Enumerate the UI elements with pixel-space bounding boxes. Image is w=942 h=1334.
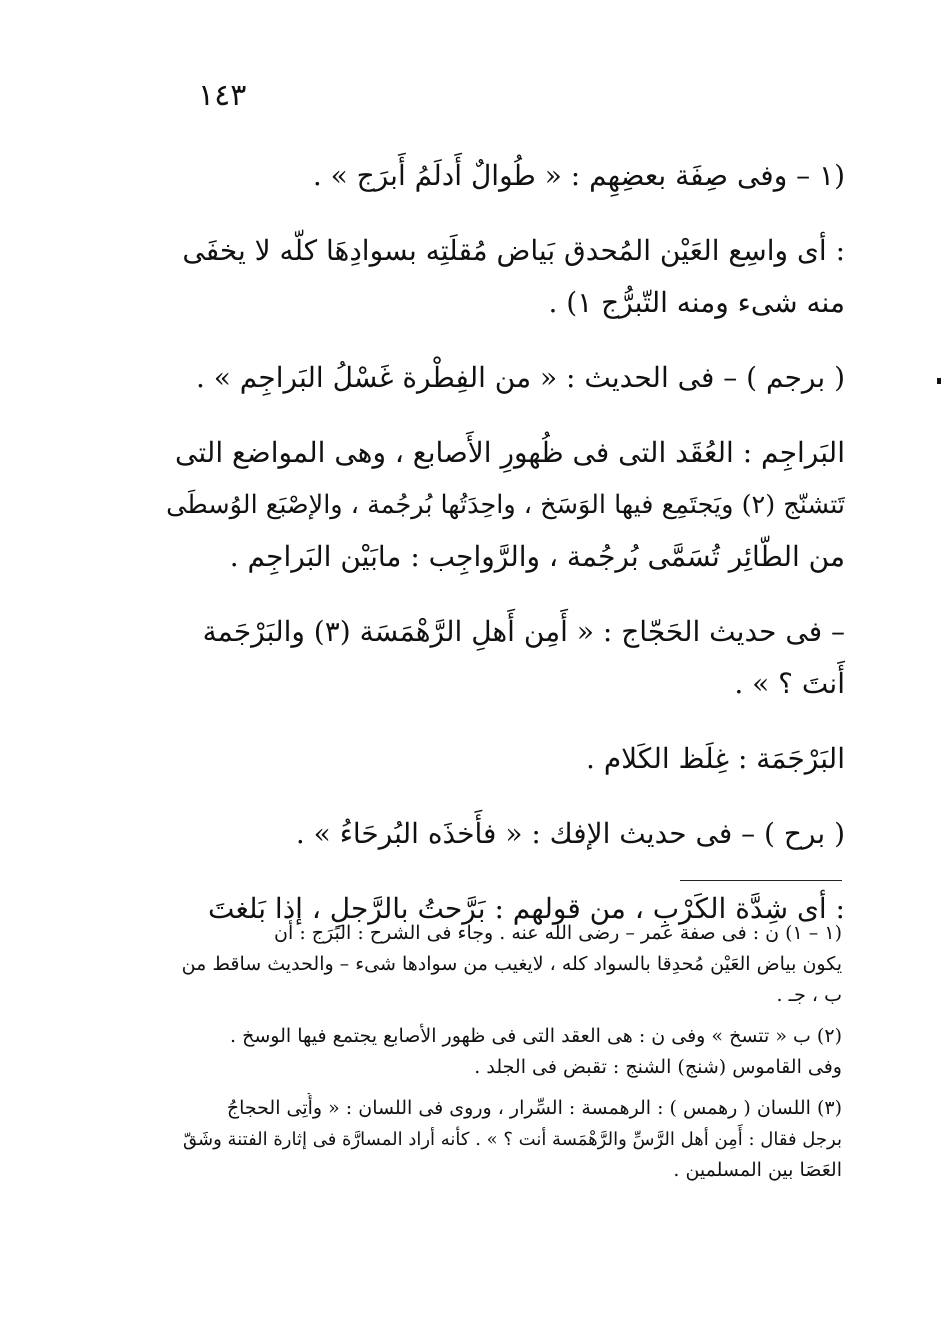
entry-6 xyxy=(160,733,845,785)
footnote-divider xyxy=(680,880,842,881)
entry-5 xyxy=(160,606,845,710)
footnotes xyxy=(172,918,842,1196)
page-number: ١٤٣ xyxy=(198,78,247,113)
footnote-line: برجل فقال : أَمِن أهل الرَّسِّ والرَّهْمَسة أنت ؟ » . كأنه أراد المسارَّة فى إثارة الفتنة وشَقّ xyxy=(183,1129,842,1150)
text-line: (١ – وفى صِفَة بعضِهِم : « طُوالٌ أَدلَمُ أَبرَج » . xyxy=(312,159,845,192)
text-line: ( برح ) – فى حديث الإفك : « فأَخذَه البُرحَاءُ » . xyxy=(295,817,845,850)
text-line: البَرْجَمَة : غِلَظ الكَلام . xyxy=(586,742,845,775)
footnote-line: العَصَا بين المسلمين . xyxy=(673,1159,842,1181)
text-line: البَراجِم : العُقَد التى فى ظُهورِ الأَصابع ، وهى المواضع التى xyxy=(175,436,845,469)
entry-1 xyxy=(160,150,845,202)
text-line: : أى واسِع العَيْن المُحدق بَياض مُقلَتِه بسوادِهَا كلّه لا يخفَى xyxy=(182,234,845,267)
footnote-line: (٣) اللسان ( رهمس ) : الرهمسة : السِّرار ، وروى فى اللسان : « وأُتِى الحجاجُ xyxy=(226,1097,842,1119)
text-line: ( برجم ) – فى الحديث : « من الفِطْرة غَسْلُ البَراجِم » . xyxy=(195,361,845,394)
footnote-line: (١ – ١) ن : فى صفة عمر – رضى الله عنه . وجاء فى الشرح : البَرَج : أن xyxy=(274,922,842,944)
main-text xyxy=(160,150,845,958)
footnote-line: يكون بياض العَيْن مُحدِقا بالسواد كله ، لايغيب من سوادها شىء – والحديث ساقط من xyxy=(181,953,842,975)
entry-3 xyxy=(160,352,845,404)
footnote-line: (٢) ب « تتسخ » وفى ن : هى العقد التى فى ظهور الأصابع يجتمع فيها الوسخ . xyxy=(230,1025,842,1047)
text-line: : أى شِدَّة الكَرْبِ ، من قولهم : بَرَّحتُ بالرَّجلِ ، إذا بَلغتَ xyxy=(207,892,845,925)
entry-7 xyxy=(160,808,845,860)
text-line: من الطّائِر تُسَمَّى بُرجُمة ، والرَّواجِب : مابَيْن البَراجِم . xyxy=(229,540,845,573)
entry-4 xyxy=(160,427,845,583)
text-line: أَنتَ ؟ » . xyxy=(734,667,845,700)
footnote-3 xyxy=(172,1093,842,1186)
footnote-line: ب ، جـ . xyxy=(776,984,842,1006)
footnote-line: وفى القاموس (شنج) الشنج : تقبض فى الجلد . xyxy=(474,1056,842,1078)
text-line: تَتشنّج (٢) ويَجتَمِع فيها الوَسَخ ، واحِدَتُها بُرجُمة ، والإصْبَع الوُسطَى xyxy=(166,490,845,520)
text-line: – فى حديث الحَجّاج : « أَمِن أَهلِ الرَّهْمَسَة (٣) والبَرْجَمة xyxy=(202,615,845,648)
footnote-2 xyxy=(172,1021,842,1083)
entry-2 xyxy=(160,225,845,329)
footnote-1 xyxy=(172,918,842,1011)
text-line: منه شىء ومنه التّبرُّج ١) . xyxy=(548,286,845,319)
margin-mark xyxy=(937,378,941,384)
